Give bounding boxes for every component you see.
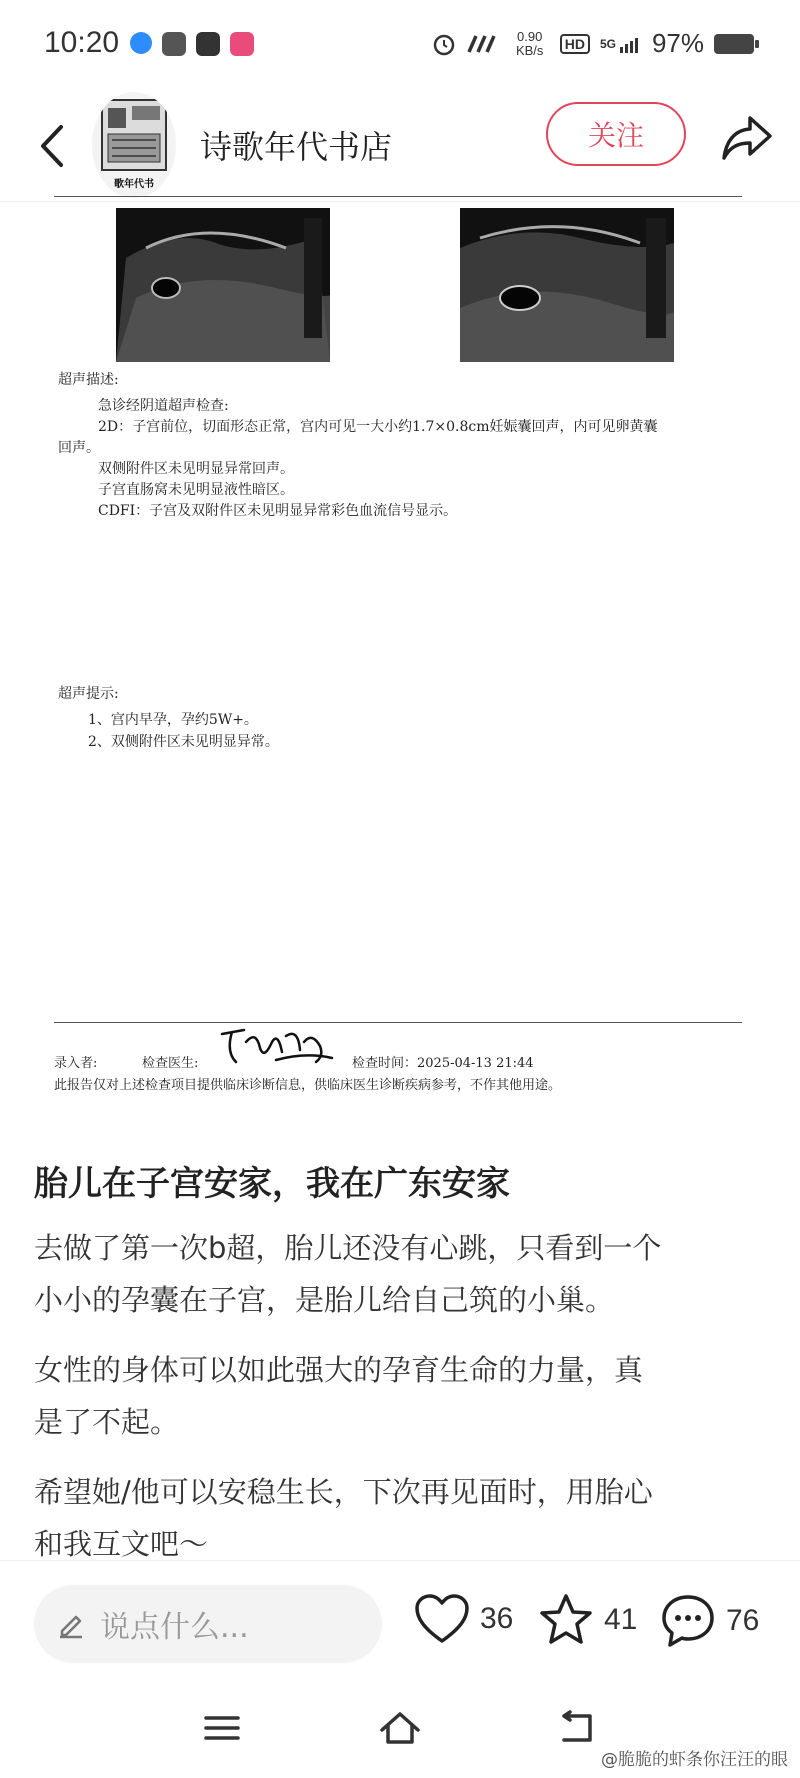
back-button[interactable] bbox=[30, 116, 74, 176]
net-speed-unit: KB/s bbox=[515, 42, 544, 58]
favorite-count: 41 bbox=[604, 1603, 638, 1636]
app-notification-icon bbox=[130, 32, 152, 54]
chat-bubble-icon bbox=[660, 1593, 716, 1649]
report-hint-line: 1、宫内早孕，孕约5W+。 bbox=[88, 712, 258, 728]
return-icon bbox=[556, 1710, 596, 1746]
home-icon bbox=[378, 1710, 422, 1746]
report-desc-line: 回声。 bbox=[58, 440, 100, 456]
status-right bbox=[432, 28, 754, 59]
notification-icons bbox=[130, 32, 254, 56]
bottom-action-bar bbox=[0, 1560, 800, 1680]
home-nav-button[interactable] bbox=[378, 1710, 418, 1746]
divider bbox=[54, 196, 742, 197]
ultrasound-scan-right bbox=[460, 208, 674, 362]
post-paragraph-line: 希望她/他可以安稳生长，下次再见面时，用胎心 bbox=[34, 1475, 653, 1509]
avatar[interactable] bbox=[92, 92, 176, 198]
app-notification-icon bbox=[230, 32, 254, 56]
ultrasound-scan-left bbox=[116, 208, 330, 362]
ultrasound-report-image bbox=[0, 196, 800, 1116]
like-button[interactable] bbox=[414, 1593, 513, 1645]
report-desc-line: CDFI：子宫及双附件区未见明显异常彩色血流信号显示。 bbox=[98, 503, 458, 519]
battery-percent: 97% bbox=[651, 28, 704, 58]
report-desc-line: 双侧附件区未见明显异常回声。 bbox=[98, 461, 294, 477]
ultrasound-image-right bbox=[460, 208, 674, 362]
divider bbox=[54, 1022, 742, 1023]
favorite-button[interactable] bbox=[538, 1593, 637, 1647]
post-title: 胎儿在子宫安家，我在广东安家 bbox=[34, 1164, 510, 1204]
star-icon bbox=[538, 1593, 594, 1647]
avatar-logo-text: 歌年代书 bbox=[114, 179, 154, 190]
comment-button[interactable] bbox=[660, 1593, 759, 1649]
network-speed bbox=[510, 30, 550, 58]
share-button[interactable] bbox=[720, 110, 774, 164]
menu-nav-button[interactable] bbox=[202, 1710, 242, 1746]
post-paragraph bbox=[34, 1466, 774, 1570]
report-doctor-label: 检查医生: bbox=[142, 1056, 199, 1071]
like-count: 36 bbox=[480, 1602, 514, 1635]
report-desc-line: 2D：子宫前位，切面形态正常，宫内可见一大小约1.7×0.8cm妊娠囊回声，内可见卵黄囊 bbox=[98, 419, 658, 435]
share-icon bbox=[720, 110, 774, 164]
status-bar bbox=[0, 0, 800, 90]
status-time: 10:20 bbox=[44, 26, 120, 59]
network-label: 5G bbox=[599, 36, 616, 51]
ultrasound-image-left bbox=[116, 208, 330, 362]
back-nav-button[interactable] bbox=[556, 1710, 596, 1746]
report-hint-heading: 超声提示: bbox=[58, 686, 119, 702]
menu-icon bbox=[202, 1710, 242, 1746]
report-exam-time: 检查时间：2025-04-13 21:44 bbox=[352, 1056, 534, 1071]
store-name[interactable]: 诗歌年代书店 bbox=[200, 128, 393, 166]
report-disclaimer: 此报告仅对上述检查项目提供临床诊断信息，供临床医生诊断疾病参考，不作其他用途。 bbox=[54, 1078, 562, 1093]
report-desc-line: 子宫直肠窝未见明显液性暗区。 bbox=[98, 482, 294, 498]
app-notification-icon bbox=[196, 32, 220, 56]
heart-icon bbox=[414, 1593, 470, 1645]
comment-placeholder: 说点什么... bbox=[100, 1610, 249, 1645]
doctor-signature bbox=[216, 1022, 336, 1068]
post-header bbox=[0, 92, 800, 202]
comment-count: 76 bbox=[726, 1604, 760, 1637]
post-paragraph-line: 女性的身体可以如此强大的孕育生命的力量，真 bbox=[34, 1353, 644, 1387]
hd-badge: HD bbox=[560, 34, 590, 54]
follow-button[interactable]: 关注 bbox=[546, 102, 686, 166]
watermark: @脆脆的虾条你汪汪的眼 bbox=[601, 1750, 788, 1770]
post-paragraph-line: 小小的孕囊在子宫，是胎儿给自己筑的小巢。 bbox=[34, 1283, 615, 1317]
post-paragraph bbox=[34, 1344, 774, 1448]
app-notification-icon bbox=[162, 32, 186, 56]
comment-input[interactable] bbox=[34, 1585, 382, 1663]
system-nav-bar bbox=[0, 1680, 800, 1778]
alarm-icon bbox=[432, 32, 456, 56]
report-desc-line: 急诊经阴道超声检查: bbox=[98, 398, 229, 414]
report-hint-line: 2、双侧附件区未见明显异常。 bbox=[88, 734, 279, 750]
chevron-left-icon bbox=[37, 123, 67, 169]
post-paragraph-line: 和我互文吧～ bbox=[34, 1527, 209, 1561]
post-paragraph-line: 去做了第一次b超，胎儿还没有心跳，只看到一个 bbox=[34, 1231, 662, 1265]
pencil-icon bbox=[56, 1609, 86, 1639]
net-speed-value: 0.90 bbox=[517, 28, 543, 44]
post-paragraph-line: 是了不起。 bbox=[34, 1405, 180, 1439]
post-paragraph bbox=[34, 1222, 774, 1326]
report-recorder-label: 录入者: bbox=[54, 1056, 98, 1071]
battery-icon bbox=[714, 34, 754, 54]
report-desc-heading: 超声描述: bbox=[58, 372, 119, 388]
signal-icon bbox=[620, 35, 642, 53]
nfc-icon bbox=[466, 34, 500, 54]
